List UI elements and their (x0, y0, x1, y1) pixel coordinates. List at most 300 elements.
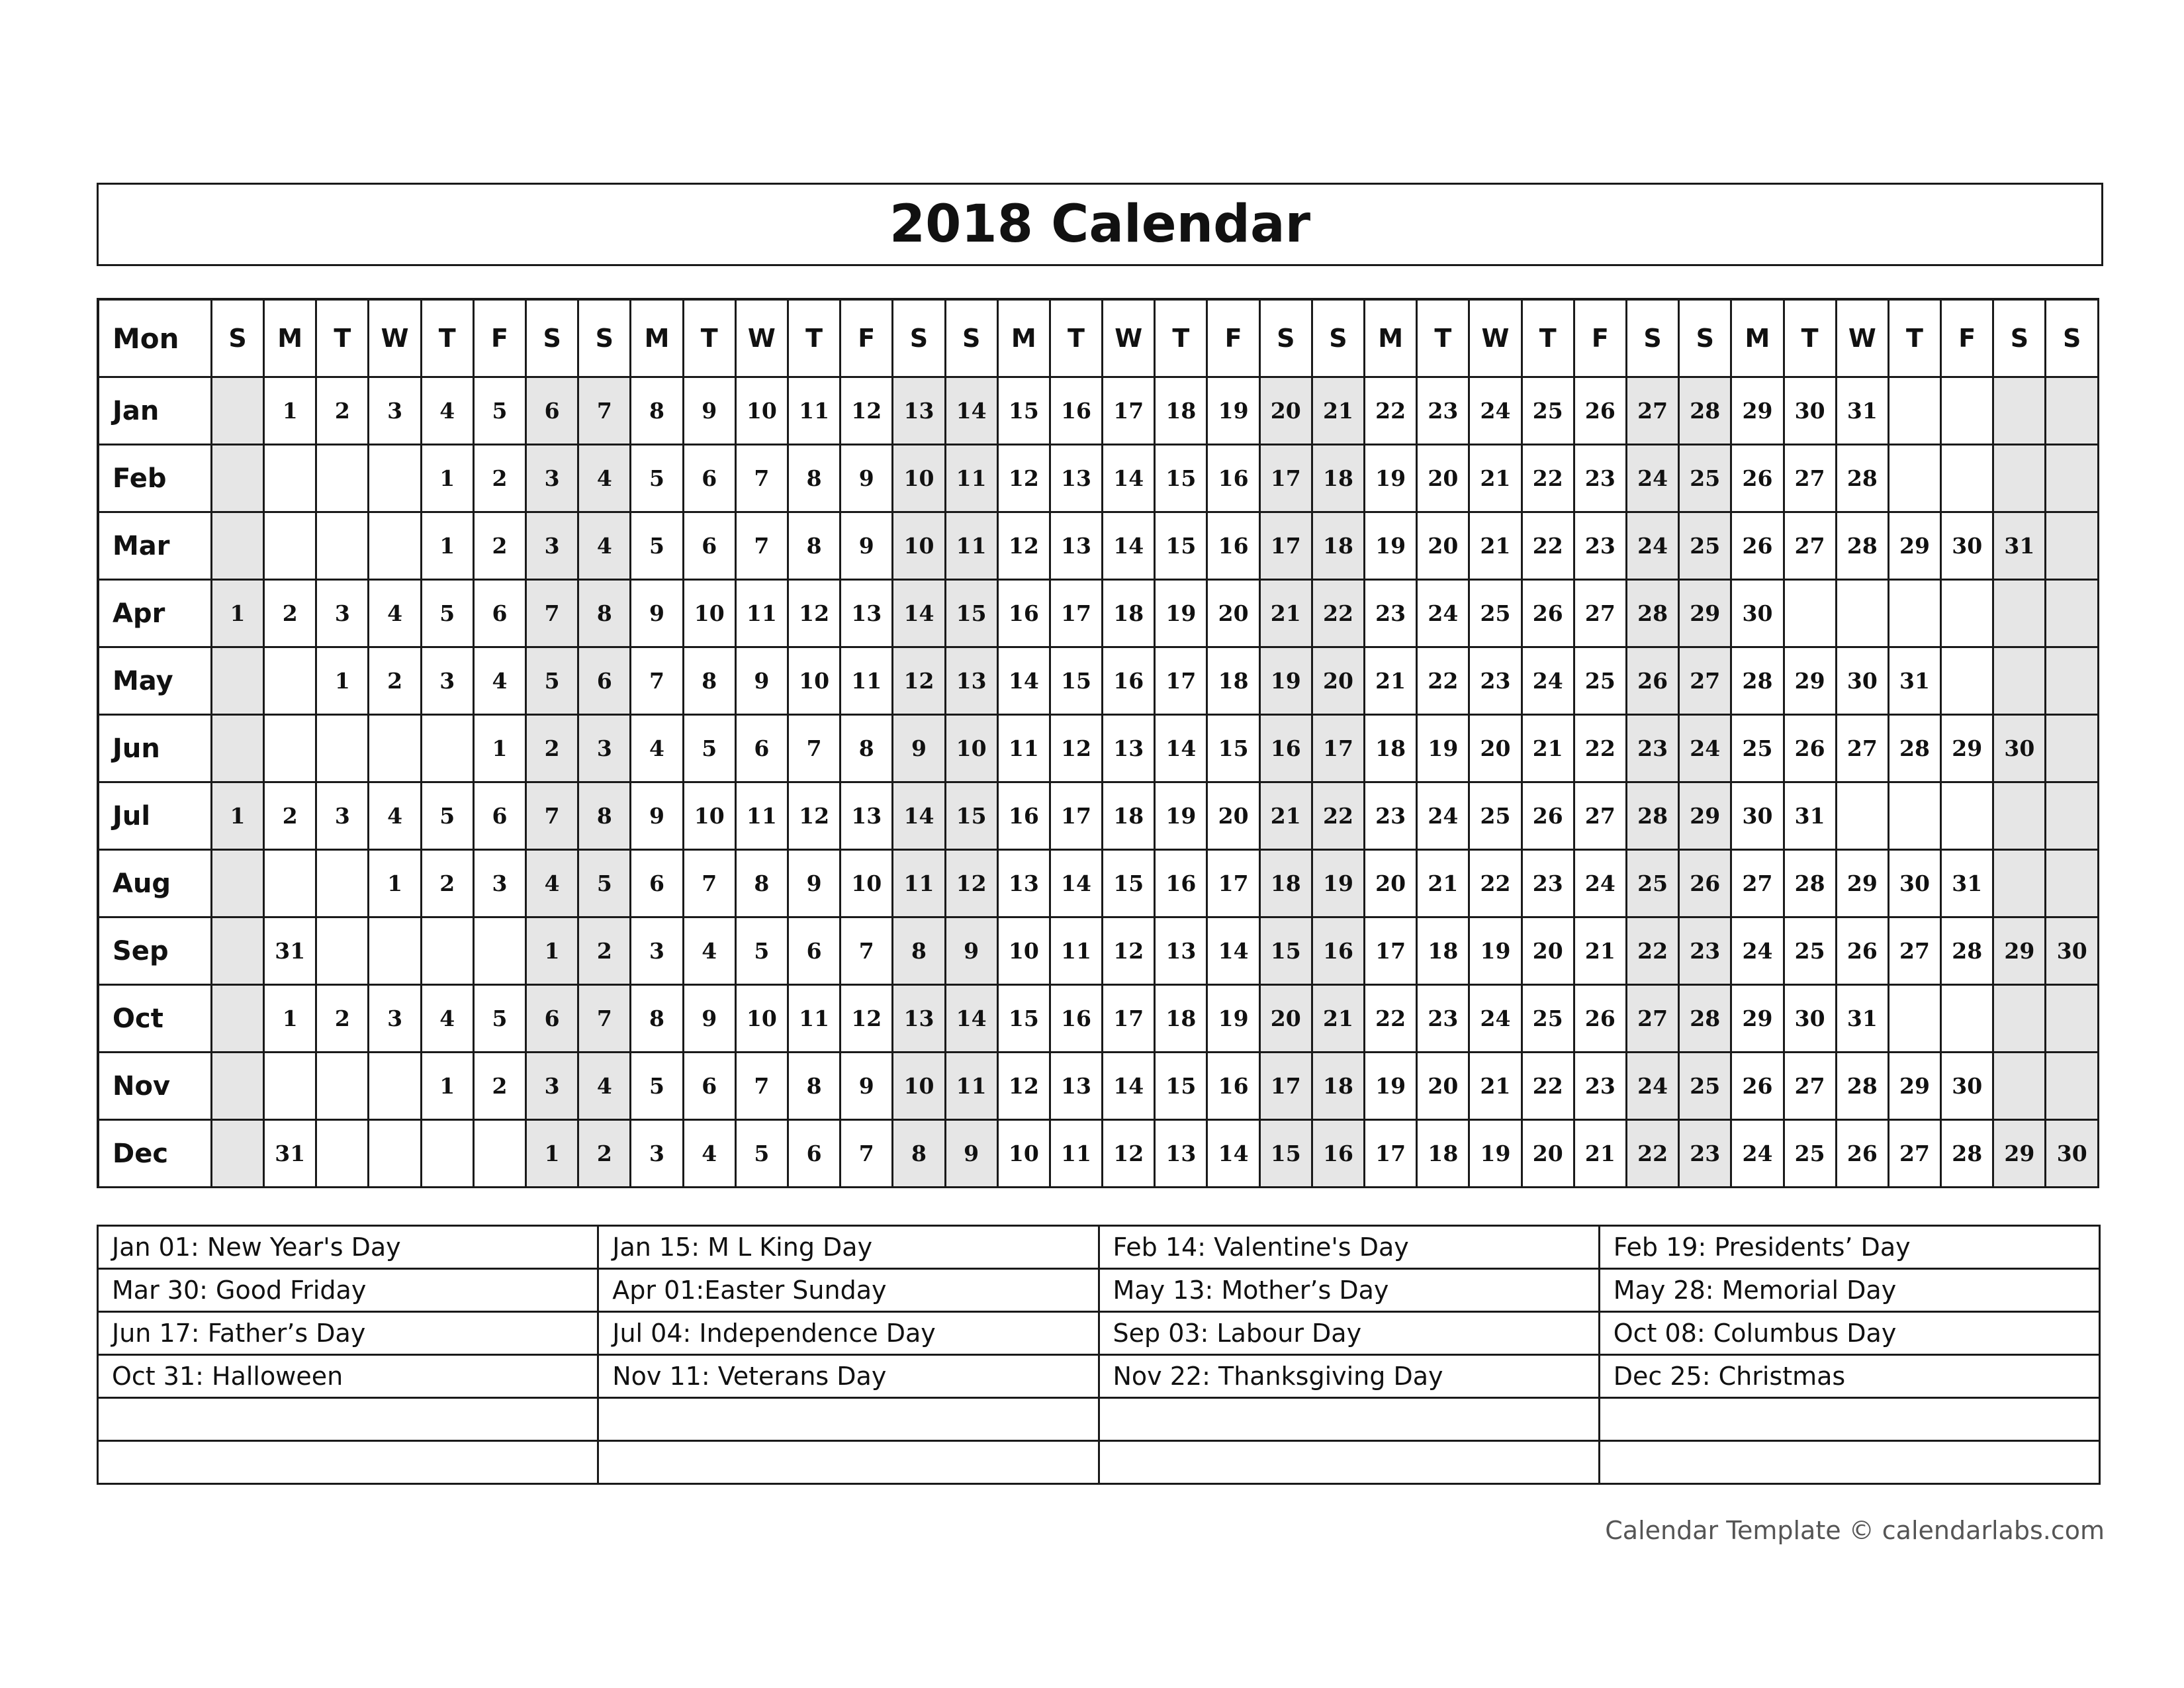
day-cell: 9 (735, 647, 788, 715)
empty-day-cell (1993, 1053, 2046, 1120)
empty-day-cell (473, 1120, 525, 1188)
day-cell: 16 (997, 580, 1050, 647)
day-cell: 13 (841, 782, 893, 850)
empty-day-cell (2046, 377, 2099, 445)
day-cell: 29 (1731, 377, 1784, 445)
day-cell: 23 (1365, 782, 1417, 850)
month-label: Jun (98, 715, 211, 782)
empty-day-cell (264, 850, 316, 917)
day-cell: 25 (1626, 850, 1678, 917)
day-cell: 30 (2046, 1120, 2099, 1188)
month-row (98, 377, 2099, 445)
holiday-cell (1599, 1441, 2099, 1484)
day-cell: 6 (683, 512, 735, 580)
holiday-row (98, 1355, 2100, 1398)
day-cell: 19 (1155, 580, 1207, 647)
day-cell: 8 (631, 377, 683, 445)
weekday-header: M (631, 299, 683, 377)
empty-day-cell (421, 715, 473, 782)
day-cell: 17 (1050, 580, 1102, 647)
empty-day-cell (1993, 445, 2046, 512)
day-cell: 22 (1417, 647, 1469, 715)
day-cell: 22 (1522, 445, 1574, 512)
day-cell: 15 (1259, 917, 1312, 985)
day-cell: 24 (1679, 715, 1731, 782)
month-label: Nov (98, 1053, 211, 1120)
empty-day-cell (316, 1120, 369, 1188)
day-cell: 20 (1417, 512, 1469, 580)
day-cell: 17 (1155, 647, 1207, 715)
empty-day-cell (211, 512, 263, 580)
month-label: Oct (98, 985, 211, 1053)
day-cell: 31 (264, 1120, 316, 1188)
day-cell: 13 (893, 377, 945, 445)
day-cell: 15 (1103, 850, 1155, 917)
day-cell: 12 (997, 512, 1050, 580)
day-cell: 23 (1522, 850, 1574, 917)
day-cell: 17 (1259, 512, 1312, 580)
day-cell: 14 (1050, 850, 1102, 917)
day-cell: 23 (1469, 647, 1522, 715)
day-cell: 7 (735, 1053, 788, 1120)
weekday-header: S (1626, 299, 1678, 377)
day-cell: 25 (1679, 445, 1731, 512)
day-cell: 14 (945, 985, 997, 1053)
day-cell: 18 (1155, 377, 1207, 445)
empty-day-cell (369, 917, 421, 985)
day-cell: 6 (473, 782, 525, 850)
day-cell: 11 (1050, 1120, 1102, 1188)
calendar-title: 2018 Calendar (97, 183, 2103, 266)
day-cell: 22 (1574, 715, 1626, 782)
day-cell: 14 (945, 377, 997, 445)
day-cell: 24 (1626, 512, 1678, 580)
day-cell: 18 (1312, 445, 1364, 512)
empty-day-cell (211, 715, 263, 782)
empty-day-cell (211, 445, 263, 512)
holiday-cell: Dec 25: Christmas (1599, 1355, 2099, 1398)
day-cell: 7 (526, 580, 578, 647)
day-cell: 26 (1574, 377, 1626, 445)
day-cell: 6 (788, 917, 840, 985)
day-cell: 7 (735, 445, 788, 512)
empty-day-cell (369, 512, 421, 580)
day-cell: 24 (1469, 985, 1522, 1053)
day-cell: 9 (945, 1120, 997, 1188)
day-cell: 25 (1784, 1120, 1836, 1188)
empty-day-cell (2046, 715, 2099, 782)
day-cell: 19 (1365, 512, 1417, 580)
holiday-cell: Jan 01: New Year's Day (98, 1226, 598, 1269)
day-cell: 20 (1207, 782, 1259, 850)
day-cell: 3 (526, 445, 578, 512)
day-cell: 31 (1888, 647, 1940, 715)
day-cell: 9 (683, 985, 735, 1053)
day-cell: 6 (788, 1120, 840, 1188)
day-cell: 11 (841, 647, 893, 715)
day-cell: 15 (1155, 1053, 1207, 1120)
day-cell: 2 (473, 512, 525, 580)
day-cell: 24 (1731, 917, 1784, 985)
day-cell: 28 (1626, 580, 1678, 647)
day-cell: 10 (735, 377, 788, 445)
day-cell: 19 (1469, 1120, 1522, 1188)
day-cell: 21 (1469, 512, 1522, 580)
holiday-cell: Mar 30: Good Friday (98, 1269, 598, 1312)
day-cell: 20 (1469, 715, 1522, 782)
empty-day-cell (1993, 580, 2046, 647)
day-cell: 23 (1417, 985, 1469, 1053)
empty-day-cell (211, 647, 263, 715)
day-cell: 29 (1993, 917, 2046, 985)
day-cell: 24 (1469, 377, 1522, 445)
day-cell: 30 (1784, 985, 1836, 1053)
day-cell: 21 (1469, 445, 1522, 512)
day-cell: 21 (1574, 1120, 1626, 1188)
day-cell: 31 (1941, 850, 1993, 917)
day-cell: 21 (1312, 377, 1364, 445)
day-cell: 9 (788, 850, 840, 917)
empty-day-cell (1941, 377, 1993, 445)
day-cell: 12 (1103, 1120, 1155, 1188)
day-cell: 4 (683, 1120, 735, 1188)
day-cell: 3 (369, 377, 421, 445)
day-cell: 7 (578, 377, 631, 445)
day-cell: 14 (997, 647, 1050, 715)
day-cell: 9 (631, 782, 683, 850)
day-cell: 27 (1574, 580, 1626, 647)
empty-day-cell (316, 1053, 369, 1120)
empty-day-cell (2046, 985, 2099, 1053)
day-cell: 16 (1207, 512, 1259, 580)
day-cell: 14 (1103, 1053, 1155, 1120)
empty-day-cell (1993, 377, 2046, 445)
empty-day-cell (369, 1053, 421, 1120)
day-cell: 13 (1050, 445, 1102, 512)
month-row (98, 647, 2099, 715)
day-cell: 20 (1259, 985, 1312, 1053)
day-cell: 30 (1993, 715, 2046, 782)
day-cell: 18 (1259, 850, 1312, 917)
empty-day-cell (1941, 445, 1993, 512)
day-cell: 20 (1365, 850, 1417, 917)
day-cell: 10 (997, 917, 1050, 985)
holiday-row (98, 1269, 2100, 1312)
month-row (98, 715, 2099, 782)
day-cell: 26 (1522, 580, 1574, 647)
day-cell: 21 (1365, 647, 1417, 715)
day-cell: 2 (578, 1120, 631, 1188)
holiday-cell (98, 1398, 598, 1441)
day-cell: 1 (211, 580, 263, 647)
month-row (98, 850, 2099, 917)
empty-day-cell (1993, 985, 2046, 1053)
day-cell: 15 (1207, 715, 1259, 782)
day-cell: 25 (1522, 985, 1574, 1053)
day-cell: 26 (1836, 917, 1888, 985)
month-label: Jul (98, 782, 211, 850)
day-cell: 16 (1312, 917, 1364, 985)
day-cell: 24 (1731, 1120, 1784, 1188)
empty-day-cell (2046, 850, 2099, 917)
holiday-row (98, 1398, 2100, 1441)
day-cell: 2 (264, 580, 316, 647)
month-label: Mar (98, 512, 211, 580)
empty-day-cell (211, 1120, 263, 1188)
empty-day-cell (1941, 580, 1993, 647)
weekday-header: T (1784, 299, 1836, 377)
weekday-header: T (683, 299, 735, 377)
empty-day-cell (369, 715, 421, 782)
empty-day-cell (1888, 377, 1940, 445)
day-cell: 1 (369, 850, 421, 917)
day-cell: 16 (1050, 985, 1102, 1053)
empty-day-cell (264, 512, 316, 580)
day-cell: 19 (1417, 715, 1469, 782)
holiday-cell: May 28: Memorial Day (1599, 1269, 2099, 1312)
day-cell: 28 (1679, 985, 1731, 1053)
day-cell: 18 (1103, 580, 1155, 647)
day-cell: 12 (1050, 715, 1102, 782)
day-cell: 18 (1312, 512, 1364, 580)
day-cell: 3 (631, 917, 683, 985)
month-label: Sep (98, 917, 211, 985)
day-cell: 27 (1836, 715, 1888, 782)
day-cell: 8 (893, 1120, 945, 1188)
day-cell: 6 (631, 850, 683, 917)
day-cell: 14 (1103, 512, 1155, 580)
day-cell: 4 (369, 782, 421, 850)
empty-day-cell (2046, 782, 2099, 850)
day-cell: 2 (264, 782, 316, 850)
day-cell: 31 (264, 917, 316, 985)
day-cell: 19 (1469, 917, 1522, 985)
day-cell: 9 (841, 445, 893, 512)
day-cell: 8 (788, 445, 840, 512)
holiday-row (98, 1441, 2100, 1484)
day-cell: 6 (526, 985, 578, 1053)
day-cell: 1 (316, 647, 369, 715)
day-cell: 16 (1312, 1120, 1364, 1188)
day-cell: 7 (841, 917, 893, 985)
day-cell: 15 (1259, 1120, 1312, 1188)
day-cell: 5 (735, 1120, 788, 1188)
day-cell: 3 (631, 1120, 683, 1188)
day-cell: 29 (1993, 1120, 2046, 1188)
day-cell: 31 (1836, 985, 1888, 1053)
day-cell: 4 (578, 1053, 631, 1120)
day-cell: 11 (735, 580, 788, 647)
empty-day-cell (1888, 782, 1940, 850)
empty-day-cell (421, 917, 473, 985)
day-cell: 9 (945, 917, 997, 985)
day-cell: 22 (1522, 1053, 1574, 1120)
day-cell: 22 (1469, 850, 1522, 917)
day-cell: 25 (1679, 512, 1731, 580)
holiday-cell (598, 1398, 1099, 1441)
day-cell: 17 (1103, 985, 1155, 1053)
day-cell: 13 (841, 580, 893, 647)
day-cell: 13 (893, 985, 945, 1053)
day-cell: 22 (1626, 917, 1678, 985)
month-row (98, 580, 2099, 647)
weekday-header: T (1888, 299, 1940, 377)
day-cell: 4 (421, 377, 473, 445)
day-cell: 4 (421, 985, 473, 1053)
day-cell: 14 (1155, 715, 1207, 782)
day-cell: 18 (1103, 782, 1155, 850)
day-cell: 27 (1784, 512, 1836, 580)
day-cell: 21 (1417, 850, 1469, 917)
holiday-row (98, 1226, 2100, 1269)
footer-credit: Calendar Template © calendarlabs.com (1605, 1516, 2105, 1545)
day-cell: 1 (526, 917, 578, 985)
day-cell: 23 (1574, 445, 1626, 512)
day-cell: 29 (1679, 782, 1731, 850)
day-cell: 13 (1050, 1053, 1102, 1120)
weekday-header: S (1259, 299, 1312, 377)
month-row (98, 512, 2099, 580)
day-cell: 5 (473, 985, 525, 1053)
day-cell: 28 (1941, 1120, 1993, 1188)
day-cell: 24 (1417, 580, 1469, 647)
day-cell: 20 (1207, 580, 1259, 647)
holiday-cell (1099, 1441, 1599, 1484)
day-cell: 19 (1365, 445, 1417, 512)
day-cell: 3 (421, 647, 473, 715)
month-row (98, 1053, 2099, 1120)
day-cell: 14 (1207, 917, 1259, 985)
day-cell: 30 (1941, 1053, 1993, 1120)
holiday-cell: Feb 14: Valentine's Day (1099, 1226, 1599, 1269)
day-cell: 31 (1784, 782, 1836, 850)
weekday-header: T (1522, 299, 1574, 377)
day-cell: 16 (1155, 850, 1207, 917)
holiday-cell (98, 1441, 598, 1484)
day-cell: 14 (1207, 1120, 1259, 1188)
day-cell: 7 (526, 782, 578, 850)
day-cell: 15 (997, 985, 1050, 1053)
weekday-header: T (788, 299, 840, 377)
day-cell: 5 (473, 377, 525, 445)
day-cell: 26 (1679, 850, 1731, 917)
day-cell: 1 (421, 512, 473, 580)
empty-day-cell (421, 1120, 473, 1188)
day-cell: 31 (1993, 512, 2046, 580)
day-cell: 15 (945, 782, 997, 850)
day-cell: 4 (526, 850, 578, 917)
day-cell: 28 (1679, 377, 1731, 445)
day-cell: 25 (1469, 580, 1522, 647)
day-cell: 26 (1731, 1053, 1784, 1120)
day-cell: 16 (1207, 445, 1259, 512)
empty-day-cell (2046, 445, 2099, 512)
day-cell: 30 (1731, 580, 1784, 647)
empty-day-cell (264, 1053, 316, 1120)
day-cell: 31 (1836, 377, 1888, 445)
empty-day-cell (316, 850, 369, 917)
day-cell: 30 (1836, 647, 1888, 715)
month-label: Aug (98, 850, 211, 917)
month-row (98, 1120, 2099, 1188)
day-cell: 23 (1626, 715, 1678, 782)
day-cell: 10 (683, 782, 735, 850)
day-cell: 9 (841, 1053, 893, 1120)
day-cell: 14 (893, 580, 945, 647)
weekday-header: S (578, 299, 631, 377)
day-cell: 25 (1731, 715, 1784, 782)
day-cell: 10 (893, 512, 945, 580)
day-cell: 26 (1574, 985, 1626, 1053)
day-cell: 8 (841, 715, 893, 782)
weekday-header: T (421, 299, 473, 377)
day-cell: 9 (893, 715, 945, 782)
day-cell: 17 (1207, 850, 1259, 917)
day-cell: 29 (1888, 512, 1940, 580)
empty-day-cell (2046, 1053, 2099, 1120)
day-cell: 28 (1888, 715, 1940, 782)
weekday-header: S (945, 299, 997, 377)
holiday-cell: Jun 17: Father’s Day (98, 1312, 598, 1355)
day-cell: 27 (1626, 377, 1678, 445)
day-cell: 2 (526, 715, 578, 782)
day-cell: 20 (1312, 647, 1364, 715)
day-cell: 22 (1626, 1120, 1678, 1188)
day-cell: 16 (1103, 647, 1155, 715)
month-row (98, 782, 2099, 850)
day-cell: 5 (578, 850, 631, 917)
day-cell: 29 (1731, 985, 1784, 1053)
day-cell: 25 (1469, 782, 1522, 850)
day-cell: 5 (683, 715, 735, 782)
weekday-header: W (1469, 299, 1522, 377)
day-cell: 7 (578, 985, 631, 1053)
day-cell: 11 (893, 850, 945, 917)
day-cell: 21 (1469, 1053, 1522, 1120)
day-cell: 19 (1207, 985, 1259, 1053)
holiday-cell (598, 1441, 1099, 1484)
day-cell: 7 (841, 1120, 893, 1188)
day-cell: 16 (1050, 377, 1102, 445)
empty-day-cell (2046, 512, 2099, 580)
day-cell: 1 (473, 715, 525, 782)
day-cell: 27 (1574, 782, 1626, 850)
day-cell: 28 (1626, 782, 1678, 850)
day-cell: 24 (1522, 647, 1574, 715)
weekday-header: W (369, 299, 421, 377)
day-cell: 13 (997, 850, 1050, 917)
weekday-header: M (264, 299, 316, 377)
holiday-cell: Feb 19: Presidents’ Day (1599, 1226, 2099, 1269)
day-cell: 30 (1941, 512, 1993, 580)
weekday-header: S (526, 299, 578, 377)
day-cell: 22 (1365, 377, 1417, 445)
day-cell: 25 (1679, 1053, 1731, 1120)
day-cell: 3 (526, 512, 578, 580)
day-cell: 15 (1050, 647, 1102, 715)
day-cell: 5 (421, 782, 473, 850)
day-cell: 12 (893, 647, 945, 715)
day-cell: 19 (1155, 782, 1207, 850)
day-cell: 12 (788, 782, 840, 850)
day-cell: 23 (1365, 580, 1417, 647)
day-cell: 30 (2046, 917, 2099, 985)
day-cell: 12 (841, 985, 893, 1053)
empty-day-cell (1941, 647, 1993, 715)
day-cell: 4 (578, 512, 631, 580)
day-cell: 27 (1784, 445, 1836, 512)
day-cell: 8 (735, 850, 788, 917)
